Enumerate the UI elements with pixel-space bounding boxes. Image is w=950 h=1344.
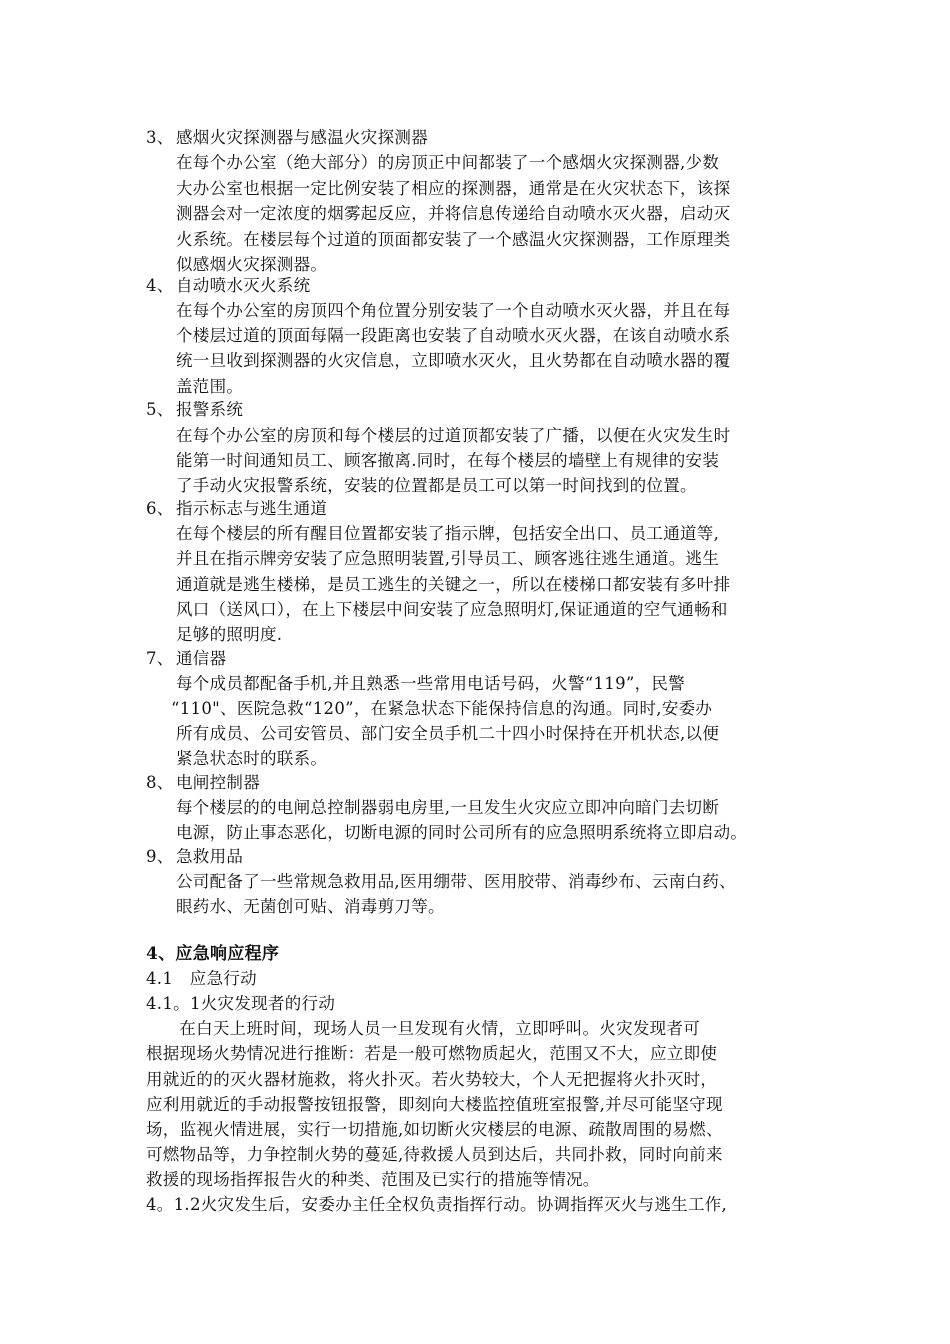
item-4-line-1: 在每个办公室的房顶四个角位置分别安装了一个自动喷水灭火器，并且在每: [176, 301, 731, 320]
subsection-4-1-2: 4。1.2火灾发生后，安委办主任全权负责指挥行动。协调指挥灭火与逃生工作,: [146, 1195, 728, 1214]
item-9-title: 急救用品: [176, 847, 244, 866]
item-5-line-1: 在每个办公室的房顶和每个楼层的过道顶都安装了广播，以便在火灾发生时: [176, 426, 731, 445]
item-7-title: 通信器: [176, 649, 227, 668]
paragraph-line-4: 应利用就近的手动报警按钮报警，即刻向大楼监控值班室报警,并尽可能坚守现: [146, 1095, 723, 1114]
item-7-line-2: “110"、医院急救“120”，在紧急状态下能保持信息的沟通。同时,安委办: [171, 699, 713, 718]
paragraph-line-1: 在白天上班时间，现场人员一旦发现有火情，立即呼叫。火灾发现者可: [146, 1019, 701, 1038]
item-8-number: 8、: [146, 773, 174, 792]
item-3-line-2: 大办公室也根据一定比例安装了相应的探测器，通常是在火灾状态下，该探: [176, 179, 731, 198]
item-6-line-5: 足够的照明度.: [176, 625, 283, 644]
item-4-title: 自动喷水灭火系统: [176, 276, 311, 295]
item-5-number: 5、: [146, 400, 174, 419]
item-8-line-1: 每个楼层的的电闸总控制器弱电房里,一旦发生火灾应立即冲向暗门去切断: [176, 798, 720, 817]
item-7-line-4: 紧急状态时的联系。: [176, 749, 328, 768]
item-7-number: 7、: [146, 649, 174, 668]
item-6-line-4: 风口（送风口），在上下楼层中间安装了应急照明灯,保证通道的空气通畅和: [176, 600, 728, 619]
item-8-line-2: 电源，防止事态恶化，切断电源的同时公司所有的应急照明系统将立即启动。: [176, 823, 748, 842]
section-heading: 4、应急响应程序: [146, 944, 280, 964]
item-9-line-2: 眼药水、无菌创可贴、消毒剪刀等。: [176, 897, 445, 916]
item-4-number: 4、: [146, 276, 174, 295]
item-7-line-1: 每个成员都配备手机,并且熟悉一些常用电话号码，火警“119”，民警: [176, 674, 686, 693]
paragraph-line-6: 可燃物品等，力争控制火势的蔓延,待救援人员到达后，共同扑救，同时向前来: [146, 1145, 723, 1164]
item-4-line-3: 统一旦收到探测器的火灾信息，立即喷水灭火，且火势都在自动喷水器的覆: [176, 351, 731, 370]
paragraph-line-3: 用就近的的灭火器材施救，将火扑灭。若火势较大，个人无把握将火扑灭时，: [146, 1070, 718, 1089]
item-6-line-2: 并且在指示牌旁安装了应急照明装置,引导员工、顾客逃往逃生通道。逃生: [176, 549, 720, 568]
item-5-line-3: 了手动火灾报警系统，安装的位置都是员工可以第一时间找到的位置。: [176, 476, 697, 495]
subsection-4-1-1: 4.1。1火灾发现者的行动: [146, 994, 336, 1013]
subsection-4-1: 4.1 应急行动: [146, 969, 257, 988]
item-6-line-3: 通道就是逃生楼梯，是员工逃生的关键之一，所以在楼梯口都安装有多叶排: [176, 575, 731, 594]
item-7-line-3: 所有成员、公司安管员、部门安全员手机二十四小时保持在开机状态,以便: [176, 724, 720, 743]
item-6-line-1: 在每个楼层的所有醒目位置都安装了指示牌，包括安全出口、员工通道等,: [176, 524, 720, 543]
paragraph-line-2: 根据现场火势情况进行推断：若是一般可燃物质起火，范围又不大，应立即使: [146, 1044, 718, 1063]
item-3-number: 3、: [146, 128, 174, 147]
item-3-line-5: 似感烟火灾探测器。: [176, 255, 328, 274]
item-3-title: 感烟火灾探测器与感温火灾探测器: [176, 128, 428, 147]
item-9-number: 9、: [146, 847, 174, 866]
item-3-line-4: 火系统。在楼层每个过道的顶面都安装了一个感温火灾探测器，工作原理类: [176, 230, 731, 249]
paragraph-line-7: 救援的现场指挥报告火的种类、范围及已实行的措施等情况。: [146, 1170, 600, 1189]
item-5-title: 报警系统: [176, 400, 244, 419]
item-6-number: 6、: [146, 499, 174, 518]
item-8-title: 电闸控制器: [176, 773, 260, 792]
item-4-line-4: 盖范围。: [176, 377, 244, 396]
item-3-line-3: 测器会对一定浓度的烟雾起反应，并将信息传递给自动喷水灭火器，启动灭: [176, 204, 731, 223]
item-4-line-2: 个楼层过道的顶面每隔一段距离也安装了自动喷水灭火器，在该自动喷水系: [176, 326, 731, 345]
item-6-title: 指示标志与逃生通道: [176, 499, 328, 518]
paragraph-line-5: 场，监视火情进展，实行一切措施,如切断火灾楼层的电源、疏散周围的易燃、: [146, 1120, 723, 1139]
item-3-line-1: 在每个办公室（绝大部分）的房顶正中间都装了一个感烟火灾探测器,少数: [176, 153, 720, 172]
item-5-line-2: 能第一时间通知员工、顾客撤离.同时，在每个楼层的墙壁上有规律的安装: [176, 451, 720, 470]
item-9-line-1: 公司配备了一些常规急救用品,医用绷带、医用胶带、消毒纱布、云南白药、: [176, 872, 736, 891]
